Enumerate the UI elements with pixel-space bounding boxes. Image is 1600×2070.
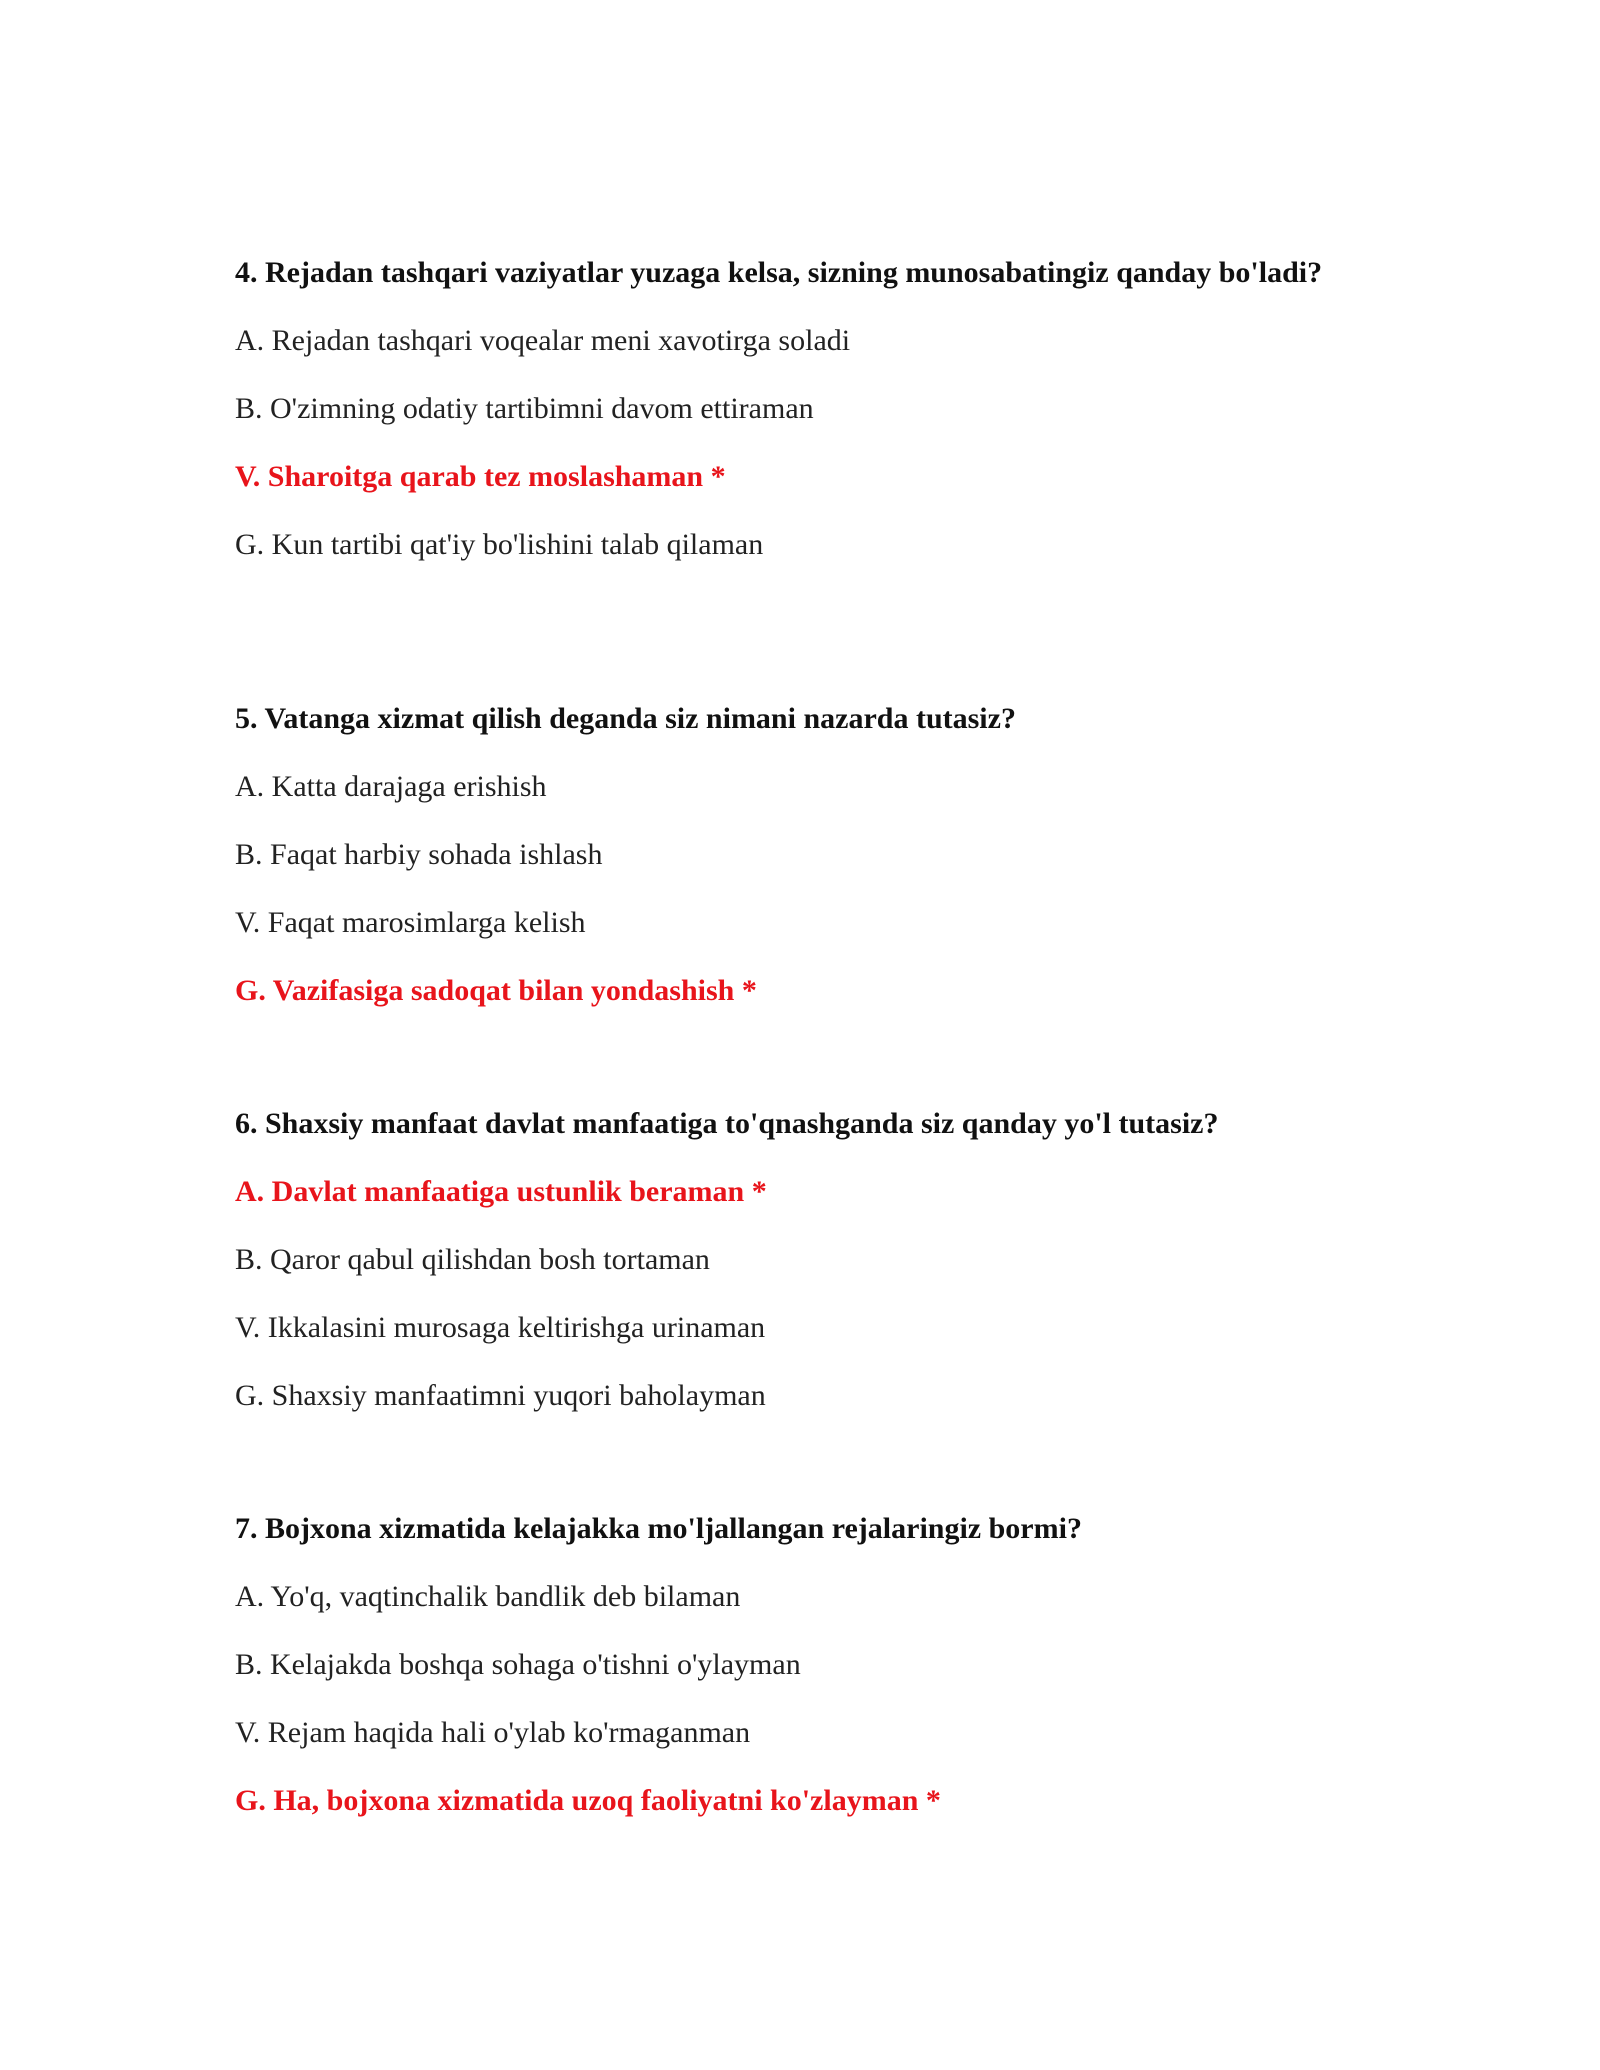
answer-option: G. Shaxsiy manfaatimni yuqori baholayman bbox=[235, 1379, 766, 1412]
answer-option: B. Qaror qabul qilishdan bosh tortaman bbox=[235, 1243, 710, 1276]
question-title: 7. Bojxona xizmatida kelajakka mo'ljallangan rejalaringiz bormi? bbox=[235, 1512, 1082, 1545]
answer-option: V. Rejam haqida hali o'ylab ko'rmaganman bbox=[235, 1716, 751, 1749]
question-title: 5. Vatanga xizmat qilish deganda siz nimani nazarda tutasiz? bbox=[235, 702, 1016, 735]
question-block-7 bbox=[235, 1508, 1355, 1848]
answer-option: G. Kun tartibi qat'iy bo'lishini talab qilaman bbox=[235, 528, 764, 561]
question-block-6 bbox=[235, 1103, 1355, 1443]
answer-option: B. Faqat harbiy sohada ishlash bbox=[235, 838, 603, 871]
correct-answer-option: V. Sharoitga qarab tez moslashaman * bbox=[235, 460, 726, 493]
correct-answer-option: G. Vazifasiga sadoqat bilan yondashish * bbox=[235, 974, 757, 1007]
answer-option: V. Ikkalasini murosaga keltirishga urinaman bbox=[235, 1311, 766, 1344]
answer-option: B. Kelajakda boshqa sohaga o'tishni o'ylayman bbox=[235, 1648, 801, 1681]
correct-answer-option: G. Ha, bojxona xizmatida uzoq faoliyatni ko'zlayman * bbox=[235, 1784, 941, 1817]
answer-option: V. Faqat marosimlarga kelish bbox=[235, 906, 586, 939]
question-block-4 bbox=[235, 252, 1355, 592]
answer-option: A. Katta darajaga erishish bbox=[235, 770, 547, 803]
question-block-5 bbox=[235, 698, 1355, 1038]
answer-option: B. O'zimning odatiy tartibimni davom ettiraman bbox=[235, 392, 814, 425]
answer-option: A. Yo'q, vaqtinchalik bandlik deb bilaman bbox=[235, 1580, 741, 1613]
answer-option: A. Rejadan tashqari voqealar meni xavotirga soladi bbox=[235, 324, 851, 357]
correct-answer-option: A. Davlat manfaatiga ustunlik beraman * bbox=[235, 1175, 767, 1208]
question-title: 4. Rejadan tashqari vaziyatlar yuzaga kelsa, sizning munosabatingiz qanday bo'ladi? bbox=[235, 256, 1323, 289]
question-title: 6. Shaxsiy manfaat davlat manfaatiga to'qnashganda siz qanday yo'l tutasiz? bbox=[235, 1107, 1219, 1140]
